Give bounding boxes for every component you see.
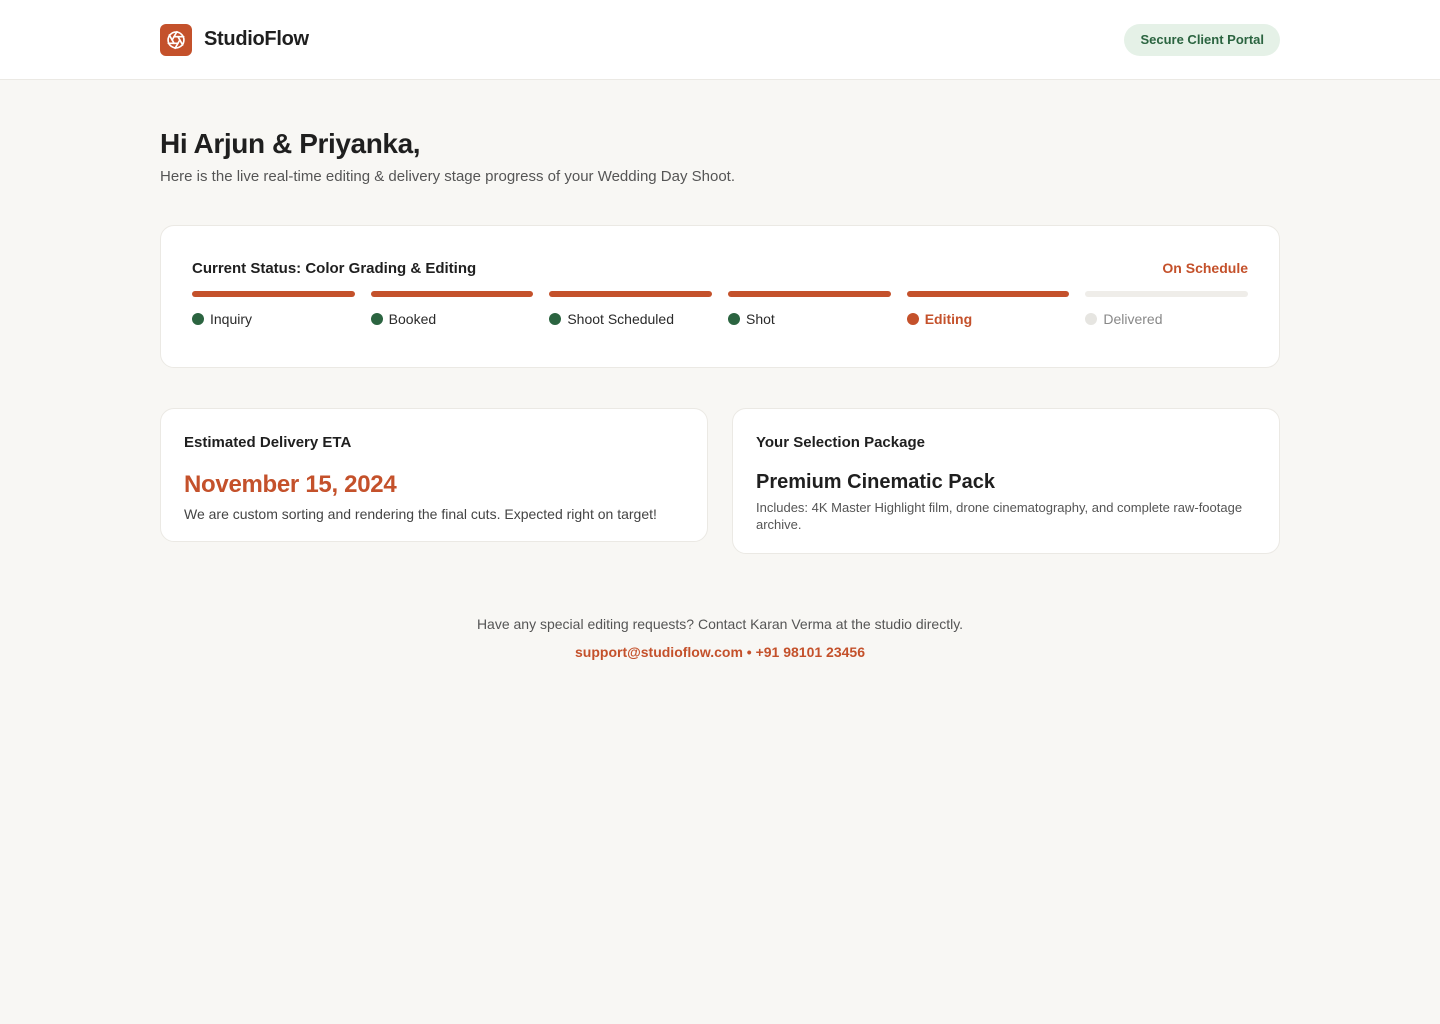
stage-inquiry — [192, 291, 355, 327]
info-row — [160, 408, 1280, 554]
support-phone-link[interactable]: +91 98101 23456 — [755, 644, 865, 660]
stage-label: Inquiry — [210, 311, 253, 327]
stage-label: Shot — [746, 311, 775, 327]
main-content — [0, 128, 1440, 660]
brand-name: StudioFlow — [204, 28, 309, 50]
stage-dot — [1085, 313, 1097, 325]
stage-dot — [728, 313, 740, 325]
stage-tracker — [192, 291, 1248, 327]
stage-label: Shoot Scheduled — [567, 311, 674, 327]
stage-bar — [907, 291, 1070, 297]
stage-label: Editing — [924, 311, 973, 327]
aperture-icon — [160, 24, 192, 56]
stage-shoot-scheduled — [549, 291, 712, 327]
greeting-title: Hi Arjun & Priyanka, — [160, 128, 421, 159]
stage-bar — [549, 291, 712, 297]
app-header — [0, 0, 1440, 80]
eta-title: Estimated Delivery ETA — [184, 434, 352, 451]
stage-label: Delivered — [1103, 311, 1163, 327]
secure-portal-badge: Secure Client Portal — [1124, 24, 1280, 56]
eta-date: November 15, 2024 — [184, 471, 397, 498]
footer-contact — [160, 644, 1280, 660]
package-title: Your Selection Package — [756, 434, 925, 451]
contact-separator: • — [742, 644, 756, 660]
package-description: Includes: 4K Master Highlight film, drone cinematography, and complete raw-footage archive. — [756, 500, 1243, 532]
stage-label: Booked — [388, 311, 437, 327]
status-title: Current Status: Color Grading & Editing — [192, 259, 477, 277]
brand[interactable] — [160, 24, 309, 56]
status-card — [160, 225, 1280, 368]
stage-delivered — [1085, 291, 1248, 327]
stage-dot — [549, 313, 561, 325]
status-header — [192, 257, 1248, 279]
stage-bar — [371, 291, 534, 297]
stage-bar — [1085, 291, 1248, 297]
stage-dot — [371, 313, 383, 325]
stage-booked — [371, 291, 534, 327]
support-email-link[interactable]: support@studioflow.com — [575, 644, 743, 660]
eta-note: We are custom sorting and rendering the final cuts. Expected right on target! — [184, 506, 657, 522]
greeting-subtitle: Here is the live real-time editing & delivery stage progress of your Wedding Day Shoot. — [160, 168, 736, 185]
stage-editing — [907, 291, 1070, 327]
eta-card — [160, 408, 708, 542]
stage-bar — [192, 291, 355, 297]
footer — [160, 616, 1280, 660]
stage-bar — [728, 291, 891, 297]
footer-text: Have any special editing requests? Contact Karan Verma at the studio directly. — [476, 616, 964, 632]
stage-dot — [192, 313, 204, 325]
stage-shot — [728, 291, 891, 327]
package-name: Premium Cinematic Pack — [756, 471, 995, 493]
package-card — [732, 408, 1280, 554]
schedule-status: On Schedule — [1162, 260, 1248, 276]
stage-dot — [907, 313, 919, 325]
